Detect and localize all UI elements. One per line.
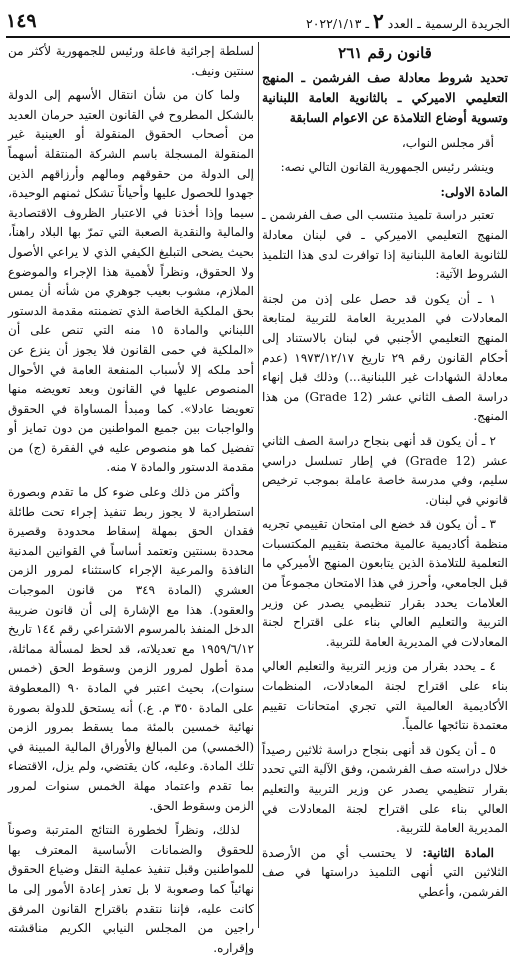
article-2-title: المادة الثانية: xyxy=(422,845,494,860)
condition-item: ٢ ـ أن يكون قد أنهى بنجاح دراسة الصف الثاني عشر (Grade 12) في إطار تسلسل دراسي سليم، وفي مدرسة خاصة عاملة بموجب ترخيص قانوني في لبنان. xyxy=(262,433,509,507)
intro-line: أقر مجلس النواب، xyxy=(401,135,494,150)
right-column xyxy=(8,42,255,955)
condition-item: ٣ ـ أن يكون قد خضع الى امتحان تقييمي تجريه منظمة أكاديمية عالمية مختصة بتقييم المكتسبات التعلمية للتلامذة الذين يتابعون المنهج الأميركي ما قبل الجامعي، وأحرز في هذا الامتحان مجموعاً من العلامات يحدد بقرار تنظيمي يصدر عن وزير التربية والتعليم العالي بناء على اقتراح لجنة المعادلات في المديرية العامة للتربية. xyxy=(262,517,508,649)
issue-number: ٢ xyxy=(373,9,384,33)
article-2-text: لا يحتسب أي من الأرصدة الثلاثين التي أنهى التلميذ دراستها في صف الفرشمن، وأعطي xyxy=(262,845,508,899)
gazette-name: الجريدة الرسمية ـ العدد xyxy=(387,16,510,31)
intro-line: وينشر رئيس الجمهورية القانون التالي نصه: xyxy=(280,160,494,175)
condition-item: ١ ـ أن يكون قد حصل على إذن من لجنة المعادلات في المديرية العامة للتربية لمتابعة المنهج التعليمي الأجنبي في لبنان بالاستناد إلى أحكام القانون رقم ٢٩ تاريخ ١٩٧٣/١٢/١٧ (عدم معادلة الشهادات غير اللبنانية...) وذلك قبل إنهاء دراسة الصف الثاني عشر (Grade 12) من هذا المنهج. xyxy=(262,291,509,424)
paragraph: لذلك، ونظراً لخطورة النتائج المترتبة وصوناً للحقوق والضمانات الأساسية المعترف بها للمواطنين وقبل تنفيذ عملية النقل وضياع الحقوق نهائياً كما وصعوبة لا بل تعذر إعادة الأمور إلى ما كانت عليه، فإننا نتقدم باقتراح القانون المرفق راجين من المجلس النيابي الكريم مناقشته وإقراره. xyxy=(8,823,254,955)
page-header xyxy=(6,6,510,38)
law-subject: تحديد شروط معادلة صف الفرشمن ـ المنهج التعليمي الاميركي ـ بالثانوية العامة اللبنانية وتسوية أوضاع التلامذة عن الاعوام السابقة xyxy=(262,69,508,125)
paragraph: لسلطة إجرائية فاعلة ورئيس للجمهورية لأكثر من سنتين ونيف. xyxy=(8,44,254,78)
paragraph: وأكثر من ذلك وعلى ضوء كل ما تقدم وبصورة استطرادية لا يجوز ربط تنفيذ إجراء تحت طائلة فقدان الحق بمهلة إسقاط محدودة وقصيرة محددة بسنتين وتعتمد أساساً في القوانين المدنية النافذة والمرعية الإجراء كاستثناء لمرور الزمن العشري (المادة ٣٤٩ من قانون الموجبات والعقود). هذا مع الإشارة إلى أن قانون ضريبة الدخل المنفذ بالمرسوم الاشتراعي رقم ١٤٤ تاريخ ١٩٥٩/٦/١٢ مع تعديلاته، قد لحظ لمسألة مماثلة، مدة أطول لمرور الزمن وسقوط الحق (خمس سنوات)، بحيث اعتبر في المادة ٩٠ (المعطوفة على المادة ٣٥٠ م. ع.) أنه يستحق للدولة بصورة نهائية خمسين بالمئة مما يسقط بمرور الزمن (الخمسي) من المبالغ والأوراق المالية المبينة في تلك المادة. وعليه، كان يقتضي، ولم يزل، الاقتضاء بما تقدم واعتماد مهلة الخمس سنوات لمرور الزمن وسقوط الحق. xyxy=(8,485,255,813)
paragraph: ولما كان من شأن انتقال الأسهم إلى الدولة بالشكل المطروح في القانون العتيد حرمان العديد من أصحاب الحقوق المنقولة أو العينية غير المنقولة المسجلة باسم الشركة المنتقلة أسهماً إلى الدولة من حقوقهم ومالهم وأرزاقهم الذين جهدوا للحصول عليها وأحياناً تشكل ثمنهم الوحيدة، سيما وإذا أخذنا في الاعتبار الظروف الاقتصادية والمالية والنقدية الصعبة التي تمرّ بها البلاد راهناً، بحيث يضحى التبليغ الكيفي الذي لا يراعي الأصول ولا الحقوق، ونظراً لأهمية هذا الإجراء والموضوع الملازم، مشوب بعيب جوهري من شأنه أن يمس بحق الملكية الخاصة الذي تضمنته مقدمة الدستور اللبناني والمادة ١٥ منه التي تنص على أن «الملكية في حمى القانون فلا يجوز أن ينزع عن أحد ملكه إلا لأسباب المنفعة العامة في الأحوال المنصوص عليها في القانون وبعد تعويضه منها تعويضا عادلا». كما ومبدأ المساواة في الحقوق والواجبات بين جميع المواطنين من دون تمايز أو تفضيل كما هو منصوص عليه في الفقرة (ج) من مقدمة الدستور والمادة ٧ منه. xyxy=(8,88,254,475)
condition-item: ٤ ـ يحدد بقرار من وزير التربية والتعليم العالي بناء على اقتراح لجنة المعادلات، المنظمات الأكاديمية العالمية التي تجري امتحانات تقييم معتمدة نتائجها عالمياً. xyxy=(262,659,508,733)
law-title: قانون رقم ٢٦١ xyxy=(338,44,432,62)
condition-item: ٥ ـ أن يكون قد أنهى بنجاح دراسة ثلاثين رصيداً خلال دراسته صف الفرشمن، وفق الآلية التي تحدد بقرار تنظيمي يصدر عن وزير التربية والتعليم العالي بناء على اقتراح لجنة المعادلات في المديرية العامة للتربية. xyxy=(262,742,508,836)
issue-date: ـ ٢٠٢٢/١/١٣ xyxy=(306,16,370,31)
column-divider xyxy=(258,42,259,928)
gazette-issue-title xyxy=(306,9,510,33)
article-2 xyxy=(262,844,508,903)
article-1-text: تعتبر دراسة تلميذ منتسب الى صف الفرشمن ـ المنهج التعليمي الاميركي ـ في لبنان معادلة للثانوية العامة اللبنانية إذا توافرت لدى هذا التلميذ الشروط الآتية: xyxy=(262,208,508,282)
page-number: ١٤٩ xyxy=(6,10,37,32)
left-column xyxy=(262,42,508,928)
article-1-title: المادة الاولى: xyxy=(440,184,508,199)
